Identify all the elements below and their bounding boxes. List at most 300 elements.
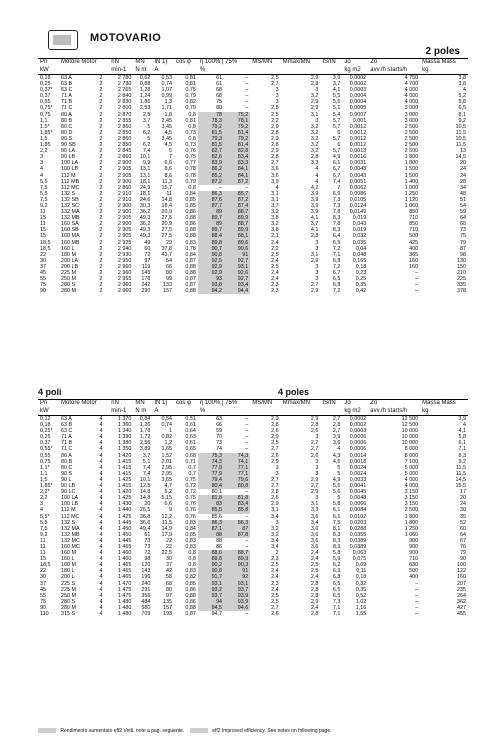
table-cell: 3,2	[310, 142, 319, 149]
table-cell: 9	[168, 507, 172, 514]
table-cell: 0,0012	[349, 135, 367, 142]
table-cell: 80 D	[61, 129, 73, 136]
table-cell: 1 060	[404, 531, 419, 538]
table-cell: 7,8	[332, 209, 341, 216]
table-cell: 0,85	[185, 202, 196, 209]
table-cell: 5 000	[404, 470, 419, 477]
table-cell: 93,2	[198, 587, 224, 593]
table-cell: 2,4	[310, 556, 319, 563]
table-cell: –	[415, 580, 419, 587]
table-cell: 1,52	[161, 452, 172, 459]
table-cell: 49,4	[139, 525, 151, 532]
table-cell: 94,7	[211, 611, 223, 617]
table-cell: 59	[460, 209, 466, 216]
table-cell: 5,4	[332, 111, 341, 118]
table-cell: 14,5	[455, 154, 466, 161]
table-cell: 1 475	[117, 586, 132, 593]
table-cell: 2	[99, 288, 103, 295]
table-cell: 18,5	[40, 245, 51, 252]
table-cell: 8,3	[332, 215, 341, 222]
table-cell: 112 MB	[61, 178, 80, 185]
table-cell: 2	[99, 93, 103, 100]
table-cell: 4,6	[332, 458, 341, 465]
table-cell: 4	[99, 531, 103, 538]
table-cell: 0,0012	[349, 142, 367, 149]
table-cell: 58	[165, 574, 172, 581]
table-cell: 5,7	[332, 148, 341, 155]
table-cell: 4	[99, 513, 103, 520]
table-cell: 2,5	[142, 111, 151, 118]
motor-logo-icon	[48, 30, 78, 50]
table-cell: 132 MA	[61, 209, 80, 216]
table-cell: 0,0003	[349, 87, 367, 94]
table-cell: 2	[99, 215, 103, 222]
table-cell: 630	[409, 562, 419, 569]
table-cell: 12,5	[139, 483, 151, 490]
table-cell: 9,2	[458, 458, 466, 465]
table-cell: 90,8	[198, 252, 224, 258]
table-cell: 12 500	[401, 422, 419, 429]
table-cell: 4,9	[332, 476, 341, 483]
table-cell: 4,1	[310, 215, 319, 222]
table-cell: 86,2	[198, 166, 224, 172]
table-cell: 0,0086	[349, 190, 367, 197]
table-cell: 80 C	[61, 123, 73, 130]
table-cell: 2	[99, 209, 103, 216]
table-cell: 0,37*	[40, 87, 53, 94]
table-cell: –	[245, 422, 249, 429]
table-cell: 68	[460, 221, 466, 228]
table-cell: –	[415, 282, 419, 289]
table-cell: 2	[99, 245, 103, 252]
col-mn: MN	[135, 400, 145, 406]
table-cell: 0,0004	[349, 93, 367, 100]
table-cell: 2,6	[271, 428, 279, 435]
table-cell: 18,5	[40, 239, 51, 246]
table-cell: 0,25	[40, 434, 51, 441]
table-cell: 71 A	[61, 434, 72, 441]
table-cell: 0,86	[185, 209, 196, 216]
table-cell: 71 C	[61, 446, 73, 453]
table-cell: 1 250	[404, 190, 419, 197]
table-cell: 2,5	[271, 111, 279, 118]
table-cell: 3	[315, 239, 319, 246]
table-cell: 11,5	[455, 142, 466, 149]
table-cell: 1 800	[404, 154, 419, 161]
table-cell: 427	[457, 604, 466, 611]
table-cell: 80 A	[61, 452, 72, 459]
table-cell: 2,7	[271, 483, 279, 490]
table-cell: 2,9	[310, 75, 319, 81]
table-cell: 3,9	[458, 416, 466, 422]
table-cell: 160 MC	[61, 543, 80, 550]
table-cell: 6	[337, 129, 341, 136]
table-cell: 3,89	[139, 446, 151, 453]
table-cell: 235	[457, 586, 466, 593]
table-cell: 3,7	[310, 221, 319, 228]
table-cell: –	[245, 416, 249, 422]
table-cell: 0,11	[356, 568, 367, 575]
table-cell: 3	[40, 160, 43, 167]
table-cell: 1 415	[117, 458, 132, 465]
table-cell: 180 M	[61, 562, 76, 569]
table-cell: 0,0051	[349, 178, 367, 185]
table-cell: 100 LB	[61, 501, 79, 508]
table-cell: 4,7	[164, 483, 172, 490]
table-cell: 88,4	[198, 233, 224, 239]
table-cell: 6,2	[142, 129, 151, 136]
table-cell: 1 450	[117, 531, 132, 538]
table-cell: 3,7	[332, 81, 341, 88]
table-cell: 0,84	[139, 416, 151, 422]
table-cell: 3,4	[271, 543, 279, 550]
table-cell: 0,62	[139, 75, 151, 81]
table-cell: 1 360	[117, 422, 132, 429]
table-cell: 7,4	[142, 464, 151, 471]
table-cell: 2,9	[271, 434, 279, 441]
table-cell: 27,5	[161, 233, 172, 240]
table-cell: –	[245, 428, 249, 435]
table-cell: –	[415, 592, 419, 599]
table-cell: 7,5	[332, 519, 341, 526]
table-cell: 24	[460, 166, 466, 173]
table-cell: 68	[216, 93, 223, 100]
table-cell: 0,0033	[349, 476, 367, 483]
table-cell: 135	[162, 598, 172, 605]
table-cell: 12 500	[401, 416, 419, 422]
table-cell: 2,9	[310, 105, 319, 112]
table-cell: 3,1	[271, 507, 279, 514]
table-cell: 64	[460, 531, 466, 538]
table-cell: 4	[40, 172, 43, 179]
table-cell: 1,5	[40, 135, 48, 142]
table-cell: 79,2	[224, 124, 250, 130]
table-cell: 850	[409, 209, 419, 216]
table-cell: 92,7	[224, 276, 250, 282]
table-cell: 2,8	[332, 422, 341, 429]
table-cell: 11,5	[161, 519, 172, 526]
table-cell: 2,5	[271, 562, 279, 569]
table-cell: 8,3	[332, 543, 341, 550]
header-row	[38, 59, 468, 67]
table-cell: 2,7	[332, 428, 341, 435]
table-cell: 0,88	[185, 263, 196, 270]
col-zo: Zo	[370, 400, 378, 406]
table-cell: 2	[99, 233, 103, 240]
col-zo: Zo	[370, 59, 378, 65]
table-cell: 88,6	[198, 550, 224, 556]
table-cell: 6,4	[332, 233, 341, 240]
table-cell: 3,2	[310, 148, 319, 155]
table-cell: 8,3	[332, 227, 341, 234]
table-cell: 77,1	[224, 465, 250, 471]
table-cell: 3	[315, 458, 319, 465]
table-cell: 0,18	[40, 75, 51, 81]
table-cell: 22	[165, 537, 172, 544]
table-cell: 3 150	[404, 495, 419, 502]
table-cell: 94	[198, 599, 224, 605]
table-cell: 2 850	[117, 129, 132, 136]
table-cell: 91	[224, 568, 250, 574]
table-cell: 3,4	[310, 519, 319, 526]
table-cell: 4	[99, 476, 103, 483]
table-cell: 3 150	[404, 501, 419, 508]
table-cell: 242	[141, 282, 151, 289]
table-cell: 157	[162, 288, 172, 295]
table-cell: –	[415, 276, 419, 283]
table-cell: 2	[99, 276, 103, 283]
table-cell: 0,035	[352, 239, 367, 246]
table-cell: 6,8	[332, 282, 341, 289]
table-cell: 90 LB	[61, 154, 76, 161]
table-cell: 2,1	[271, 233, 279, 240]
table-cell: 2,4	[271, 276, 279, 283]
table-cell: 2,9	[271, 458, 279, 465]
table-cell: 2,5	[271, 598, 279, 605]
table-cell: 132 MA	[61, 525, 80, 532]
table-cell: 36,2	[139, 209, 151, 216]
table-cell: 160 MA	[61, 233, 80, 240]
table-cell: 5,1	[142, 458, 151, 465]
table-cell: 4	[99, 458, 103, 465]
table-cell: 2 840	[117, 93, 132, 100]
table-cell: 250 M	[61, 276, 76, 283]
table-cell: 2	[99, 142, 103, 149]
table-cell: 59	[216, 428, 223, 435]
table-cell: 8,3	[458, 452, 466, 459]
table-cell: 0,54	[161, 416, 172, 422]
table-cell: 6	[337, 142, 341, 149]
table-cell: 90 S	[61, 135, 73, 142]
table-cell: 1 445	[117, 537, 132, 544]
col-eta: η 100% | 75%	[199, 59, 238, 65]
table-cell: 3,6	[310, 513, 319, 520]
table-cell: 2 780	[117, 75, 132, 81]
table-cell: 4	[40, 166, 43, 173]
table-cell: 0,019	[352, 227, 367, 234]
table-cell: 7,3	[332, 202, 341, 209]
table-cell: 22,5	[161, 550, 172, 557]
table-cell: 4	[99, 507, 103, 514]
table-cell: 5	[147, 135, 151, 142]
table-cell: 0,0002	[349, 416, 367, 422]
table-cell: 3,1	[310, 251, 319, 258]
table-cell: –	[415, 604, 419, 611]
table-cell: 3,2	[310, 129, 319, 136]
table-cell: 11	[166, 190, 172, 197]
table-cell: 93,1	[224, 264, 250, 270]
table-cell: 82,6	[198, 154, 224, 160]
table-4-poles	[38, 399, 468, 617]
table-cell: –	[245, 611, 249, 617]
table-cell: 90	[460, 556, 466, 563]
table-cell: 2	[99, 123, 103, 130]
table-cell: 2,3	[271, 580, 279, 587]
table-cell: 3	[315, 470, 319, 477]
table-cell: 0,18	[355, 263, 367, 270]
table-cell: 1,5	[40, 476, 48, 483]
table-cell: 2,6	[271, 452, 279, 459]
table-cell: 0,74	[161, 422, 172, 429]
table-cell: 2 905	[117, 233, 132, 240]
table-cell: 30,3	[139, 202, 151, 209]
table-cell: 4	[99, 556, 103, 563]
table-cell: 4	[99, 452, 103, 459]
table-cell: 73	[144, 537, 151, 544]
table-cell: 2,56	[139, 440, 151, 447]
table-cell: 2	[99, 196, 103, 203]
table-cell: 2,8	[271, 105, 279, 112]
table-cell: –	[245, 440, 249, 447]
table-cell: 81,8	[198, 495, 224, 501]
table-cell: 1 420	[117, 489, 132, 496]
table-cell: 91	[224, 252, 250, 258]
table-cell: 90 SB	[61, 142, 76, 149]
table-cell: 71 B	[61, 440, 73, 447]
table-cell: 5,7	[332, 135, 341, 142]
table-cell: 0,0002	[349, 422, 367, 429]
table-cell: 5,2	[164, 489, 172, 496]
table-cell: 20	[144, 501, 151, 508]
table-cell: 0,0105	[349, 196, 367, 203]
table-cell: 100	[457, 562, 466, 569]
table-cell: 225 M	[61, 586, 76, 593]
table-cell: 4	[99, 446, 103, 453]
table-cell: 0,88	[139, 81, 151, 88]
table-cell: 1 250	[404, 525, 419, 532]
table-cell: 2,2	[40, 148, 48, 155]
table-cell: 5 000	[404, 464, 419, 471]
table-cell: 112 M	[61, 172, 76, 179]
table-cell: 24,9	[139, 184, 151, 191]
table-cell: 98	[460, 251, 466, 258]
table-cell: 14,8	[161, 196, 172, 203]
table-cell: 1,85*	[40, 483, 53, 490]
col-massa: Massa Mass	[422, 400, 456, 406]
table-cell: 64	[460, 215, 466, 222]
table-cell: 54	[165, 257, 172, 264]
table-cell: 3,8	[271, 215, 279, 222]
table-cell: 89	[198, 221, 224, 227]
table-cell: 3,6	[271, 172, 279, 179]
table-cell: 280 M	[61, 604, 76, 611]
table-cell: 1 425	[117, 476, 132, 483]
table-cell: 5	[337, 470, 341, 477]
table-cell: 0,55	[40, 99, 51, 106]
table-cell: 0,88	[185, 215, 196, 222]
table-cell: 0,0024	[349, 470, 367, 477]
table-2-poles	[38, 58, 468, 294]
table-cell: 2 905	[117, 227, 132, 234]
col-mmax: Mmax/MN	[282, 400, 310, 406]
table-cell: 2 860	[117, 135, 132, 142]
table-cell: –	[245, 105, 249, 112]
table-cell: 2 500	[404, 123, 419, 130]
table-cell: 87,8	[224, 532, 250, 538]
table-cell: 4,5	[164, 142, 172, 149]
table-cell: 0,87	[185, 276, 196, 283]
table-cell: 75	[40, 282, 46, 289]
units-row: kW min-1 N m A % kg m2 avv./h starts/h kg	[38, 66, 468, 75]
table-cell: 4 750	[404, 75, 419, 81]
table-cell: 15	[40, 227, 46, 234]
table-cell: 2,8	[271, 154, 279, 161]
table-cell: –	[245, 81, 249, 88]
table-cell: 3,1	[310, 111, 319, 118]
table-cell: 87,4	[224, 203, 250, 209]
col-cosphi: cos φ	[175, 400, 191, 406]
table-cell: 63 B	[61, 422, 73, 429]
table-cell: 9,2	[40, 531, 48, 538]
col-isin: IS/IN	[322, 400, 336, 406]
table-cell: 42	[165, 568, 172, 575]
table-cell: 2,8	[310, 81, 319, 88]
table-cell: 7,5	[40, 525, 48, 532]
table-cell: 89,6	[224, 240, 250, 246]
table-cell: 73	[144, 543, 151, 550]
table-cell: 291	[141, 586, 151, 593]
table-cell: 0,88	[185, 592, 196, 599]
table-cell: 3,7	[142, 452, 151, 459]
table-cell: 710	[409, 556, 419, 563]
table-cell: 6,2	[142, 142, 151, 149]
table-cell: 4,1	[458, 428, 466, 435]
table-cell: 0,04	[355, 245, 367, 252]
table-cell: 2,5	[310, 568, 319, 575]
table-cell: 7,2	[332, 288, 341, 295]
table-cell: 0,87	[185, 611, 196, 617]
table-cell: 7,1	[332, 604, 341, 611]
table-cell: 71 B	[61, 99, 73, 106]
table-cell: 67	[460, 537, 466, 544]
table-cell: 2 905	[117, 172, 132, 179]
table-cell: 3	[315, 464, 319, 471]
table-cell: 45	[40, 586, 46, 593]
table-cell: 2 870	[117, 111, 132, 118]
table-cell: 3	[275, 93, 279, 100]
table-cell: 2,01	[161, 458, 172, 465]
table-cell: 0,75*	[40, 105, 53, 112]
table-cell: 0,0389	[349, 537, 367, 544]
table-cell: 76	[460, 543, 466, 550]
table-cell: 7,8	[332, 221, 341, 228]
table-cell: 2,6	[310, 452, 319, 459]
table-cell: 0,79	[185, 178, 196, 185]
table-cell: 5,8	[332, 550, 341, 557]
table-cell: 1 465	[117, 568, 132, 575]
table-cell: 3,9	[310, 196, 319, 203]
table-cell: 4	[99, 525, 103, 532]
table-cell: 4	[99, 483, 103, 490]
col-jo: Jo	[344, 400, 351, 406]
table-cell: 5	[168, 148, 172, 155]
table-cell: 5,2	[458, 93, 466, 100]
table-cell: 2,4	[271, 270, 279, 276]
table-cell: 78,3	[198, 118, 224, 124]
table-cell: 92,6	[224, 270, 250, 276]
table-cell: 2,4	[310, 574, 319, 581]
table-cell: 710	[409, 215, 419, 222]
table-cell: 6,3	[332, 568, 341, 575]
table-cell: 4	[99, 543, 103, 550]
table-cell: 81,5	[198, 130, 224, 136]
table-cell: –	[415, 270, 419, 276]
table-cell: 5,5*	[40, 513, 50, 520]
table-cell: 2,8	[271, 489, 279, 496]
table-cell: 0,75	[40, 111, 51, 118]
table-cell: 94,6	[224, 605, 250, 611]
table-cell: 93,9	[224, 599, 250, 605]
